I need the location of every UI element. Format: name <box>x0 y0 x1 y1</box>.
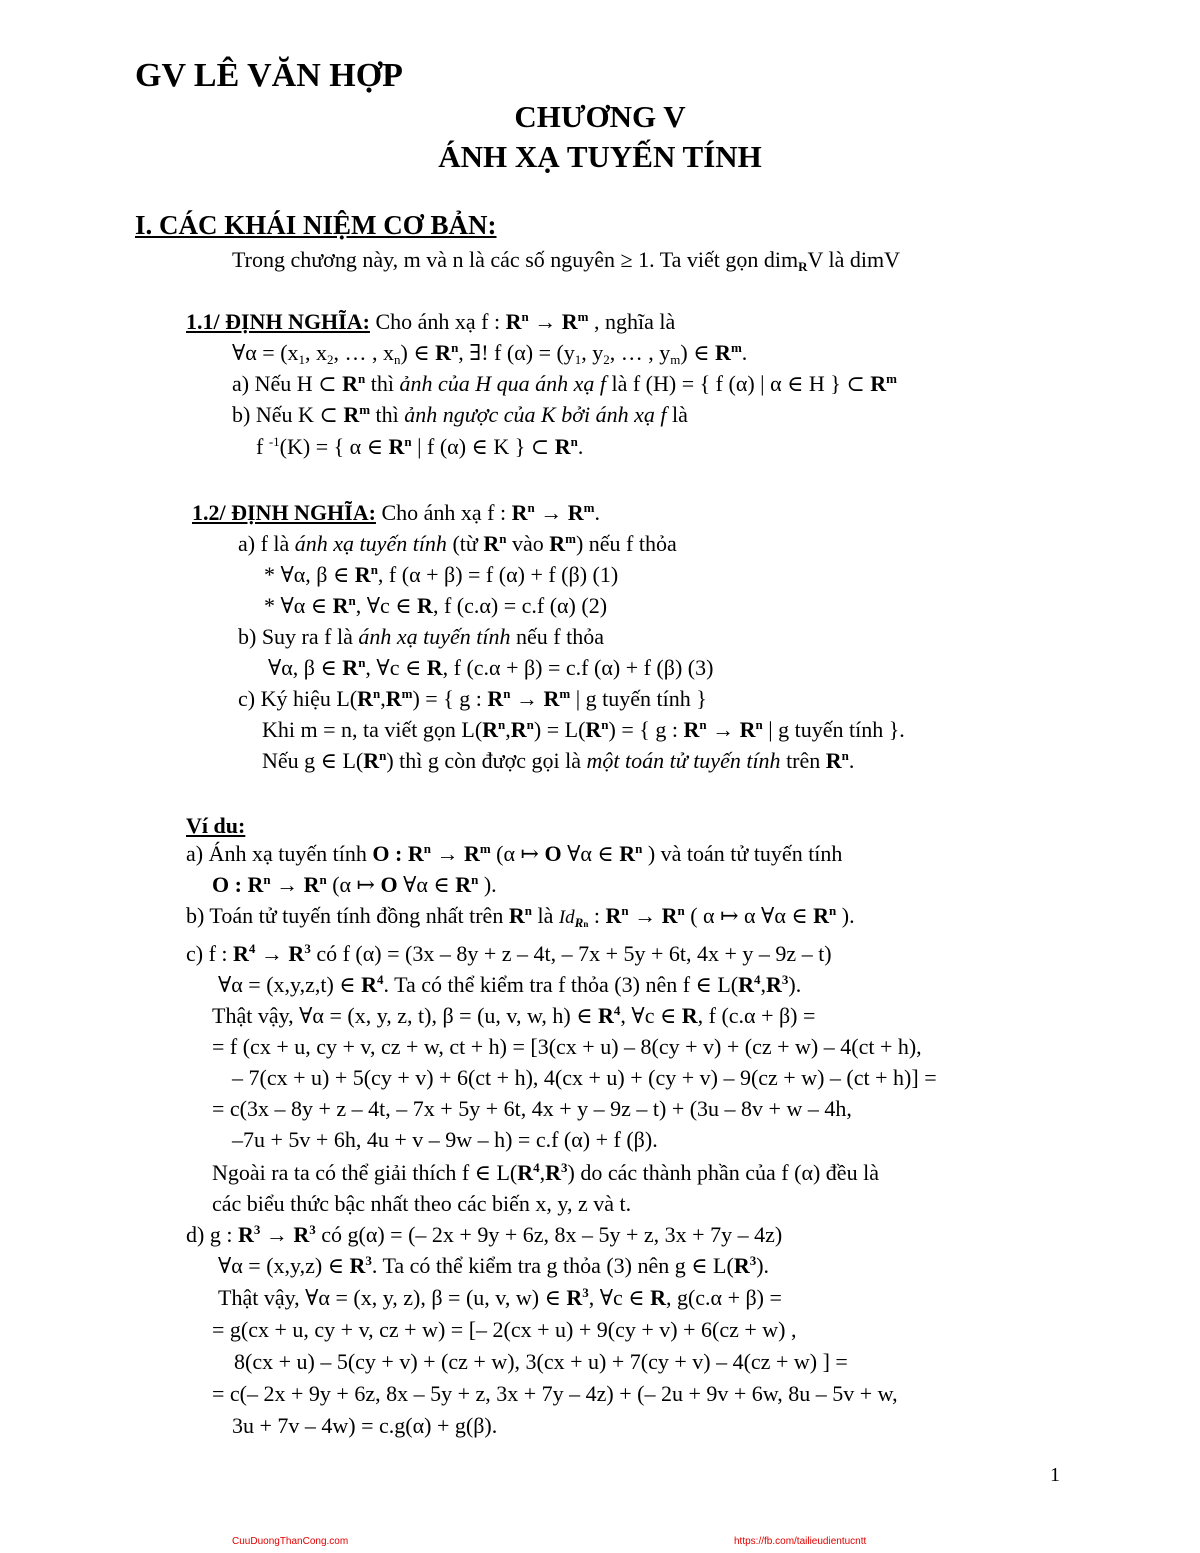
condition-1: * ∀α, β ∈ $R^n$, f (α + β) = f (α) + f (β) (1) <box>264 562 619 587</box>
example-a-line2: O : $R^n \to R^n$ (α ↦ O ∀α ∈ $R^n$ ). <box>212 872 497 897</box>
examples-heading: Ví du: <box>186 813 246 838</box>
example-d-line1: d) g : $R^3 \to R^3$ có g(α) = (– 2x + 9y + 6z, 8x – 5y + z, 3x + 7y – 4z) <box>186 1222 783 1247</box>
chapter-title: ÁNH XẠ TUYẾN TÍNH <box>438 139 762 174</box>
example-c-line1: c) f : $R^4 \to R^3$ có f (α) = (3x – 8y + z – 4t, – 7x + 5y + 6t, 4x + y – 9z – t) <box>186 941 832 966</box>
intro-line: Trong chương này, m và n là các số nguyên ≥ 1. Ta viết gọn dim$_R$V là dimV <box>232 247 900 274</box>
definition-1-1-formula: ∀α = ($x_1$, $x_2$, … , $x_n$) ∈ $R^n$, ∃! f $(\alpha) = (y_1$, $y_2$, … , $y_m$) ∈ $R^m$. <box>232 340 748 367</box>
example-c-line6: = c(3x – 8y + z – 4t, – 7x + 5y + 6t, 4x + y – 9z – t) + (3u – 8v + w – 4h, <box>212 1096 852 1121</box>
chapter-number: CHƯƠNG V <box>514 99 686 134</box>
example-c-line2: ∀α = (x,y,z,t) ∈ $R^4$. Ta có thể kiểm tra f thỏa (3) nên f ∈ $L(R^4,R^3)$. <box>218 972 802 997</box>
example-d-line3: Thật vậy, ∀α = (x, y, z), β = (u, v, w) ∈ $R^3$, ∀c ∈ R, g(c.α + β) = <box>218 1285 782 1310</box>
preimage-definition: b) Nếu K ⊂ $R^m$ thì ảnh ngược của K bởi ánh xạ f là <box>232 402 688 427</box>
linear-operator-definition: Nếu g ∈ $L(R^n)$ thì g còn được gọi là một toán tử tuyến tính trên $R^n$. <box>262 748 855 773</box>
section-heading: I. CÁC KHÁI NIỆM CƠ BẢN: <box>135 210 497 240</box>
footer-right-link[interactable]: https://fb.com/tailieudientucntt <box>734 1536 867 1547</box>
example-c-line3: Thật vậy, ∀α = (x, y, z, t), β = (u, v, w, h) ∈ $R^4$, ∀c ∈ R, f (c.α + β) = <box>212 1003 816 1028</box>
page-number: 1 <box>1050 1464 1060 1486</box>
preimage-formula: f $^{-1}$(K) = { α ∈ $R^n$ | f (α) ∈ K } ⊂ $R^n$. <box>256 434 584 459</box>
example-c-line5: – 7(cx + u) + 5(cy + v) + 6(ct + h), 4(cx + u) + (cy + v) – 9(cz + w) – (ct + h)] = <box>232 1065 937 1090</box>
example-a-line1: a) Ánh xạ tuyến tính O : $R^n \to R^m$ (α ↦ O ∀α ∈ $R^n$ ) và toán tử tuyến tính <box>186 841 843 866</box>
example-c-line4: = f (cx + u, cy + v, cz + w, ct + h) = [3(cx + u) – 8(cy + v) + (cz + w) – 4(ct + h), <box>212 1034 922 1059</box>
definition-1-1-line: 1.1/ ĐỊNH NGHĨA: Cho ánh xạ f : $R^n \to R^m$ , nghĩa là <box>186 309 676 334</box>
example-d-line4: = g(cx + u, cy + v, cz + w) = [– 2(cx + u) + 9(cy + v) + 6(cz + w) , <box>212 1317 797 1342</box>
example-b: b) Toán tử tuyến tính đồng nhất trên $R^n$ là $Id_{Rn}$ : $R^n \to R^n$ ( α ↦ α ∀α ∈ $R^n$ ). <box>186 903 855 930</box>
footer-left-link[interactable]: CuuDuongThanCong.com <box>232 1536 349 1547</box>
example-d-line6: = c(– 2x + 9y + 6z, 8x – 5y + z, 3x + 7y – 4z) + (– 2u + 9v + 6w, 8u – 5v + w, <box>212 1381 898 1406</box>
example-c-line7: –7u + 5v + 6h, 4u + v – 9w – h) = c.f (α) + f (β). <box>232 1127 658 1152</box>
example-c-line9: các biểu thức bậc nhất theo các biến x, y, z và t. <box>212 1191 632 1216</box>
example-d-line2: ∀α = (x,y,z) ∈ $R^3$. Ta có thể kiểm tra g thỏa (3) nên g ∈ $L(R^3)$. <box>218 1253 770 1278</box>
linear-map-consequence: b) Suy ra f là ánh xạ tuyến tính nếu f thỏa <box>238 624 604 649</box>
condition-3: ∀α, β ∈ $R^n$, ∀c ∈ R, f (c.α + β) = c.f (α) + f (β) (3) <box>268 655 714 680</box>
definition-1-2-line: 1.2/ ĐỊNH NGHĨA: Cho ánh xạ f : $R^n \to R^m$. <box>192 500 600 525</box>
example-c-line8: Ngoài ra ta có thể giải thích f ∈ $L(R^4,R^3)$ do các thành phần của f (α) đều là <box>212 1160 879 1185</box>
example-d-line7: 3u + 7v – 4w) = c.g(α) + g(β). <box>232 1413 498 1438</box>
example-d-line5: 8(cx + u) – 5(cy + v) + (cz + w), 3(cx + u) + 7(cy + v) – 4(cz + w) ] = <box>234 1349 848 1374</box>
notation-square-case: Khi m = n, ta viết gọn $L(R^n,R^n) = L(R^n)$ = { g : $R^n \to R^n$ | g tuyến tính }. <box>262 717 905 742</box>
linear-map-definition: a) f là ánh xạ tuyến tính (từ $R^n$ vào $R^m$) nếu f thỏa <box>238 531 677 556</box>
author-name: GV LÊ VĂN HỢP <box>135 57 403 94</box>
notation-line: c) Ký hiệu $L(R^n,R^m)$ = { g : $R^n \to R^m$ | g tuyến tính } <box>238 686 707 711</box>
condition-2: * ∀α ∈ $R^n$, ∀c ∈ R, f (c.α) = c.f (α) (2) <box>264 593 608 618</box>
image-definition: a) Nếu H ⊂ $R^n$ thì ảnh của H qua ánh xạ f là f (H) = { f (α) | α ∈ H } ⊂ $R^m$ <box>232 371 898 396</box>
